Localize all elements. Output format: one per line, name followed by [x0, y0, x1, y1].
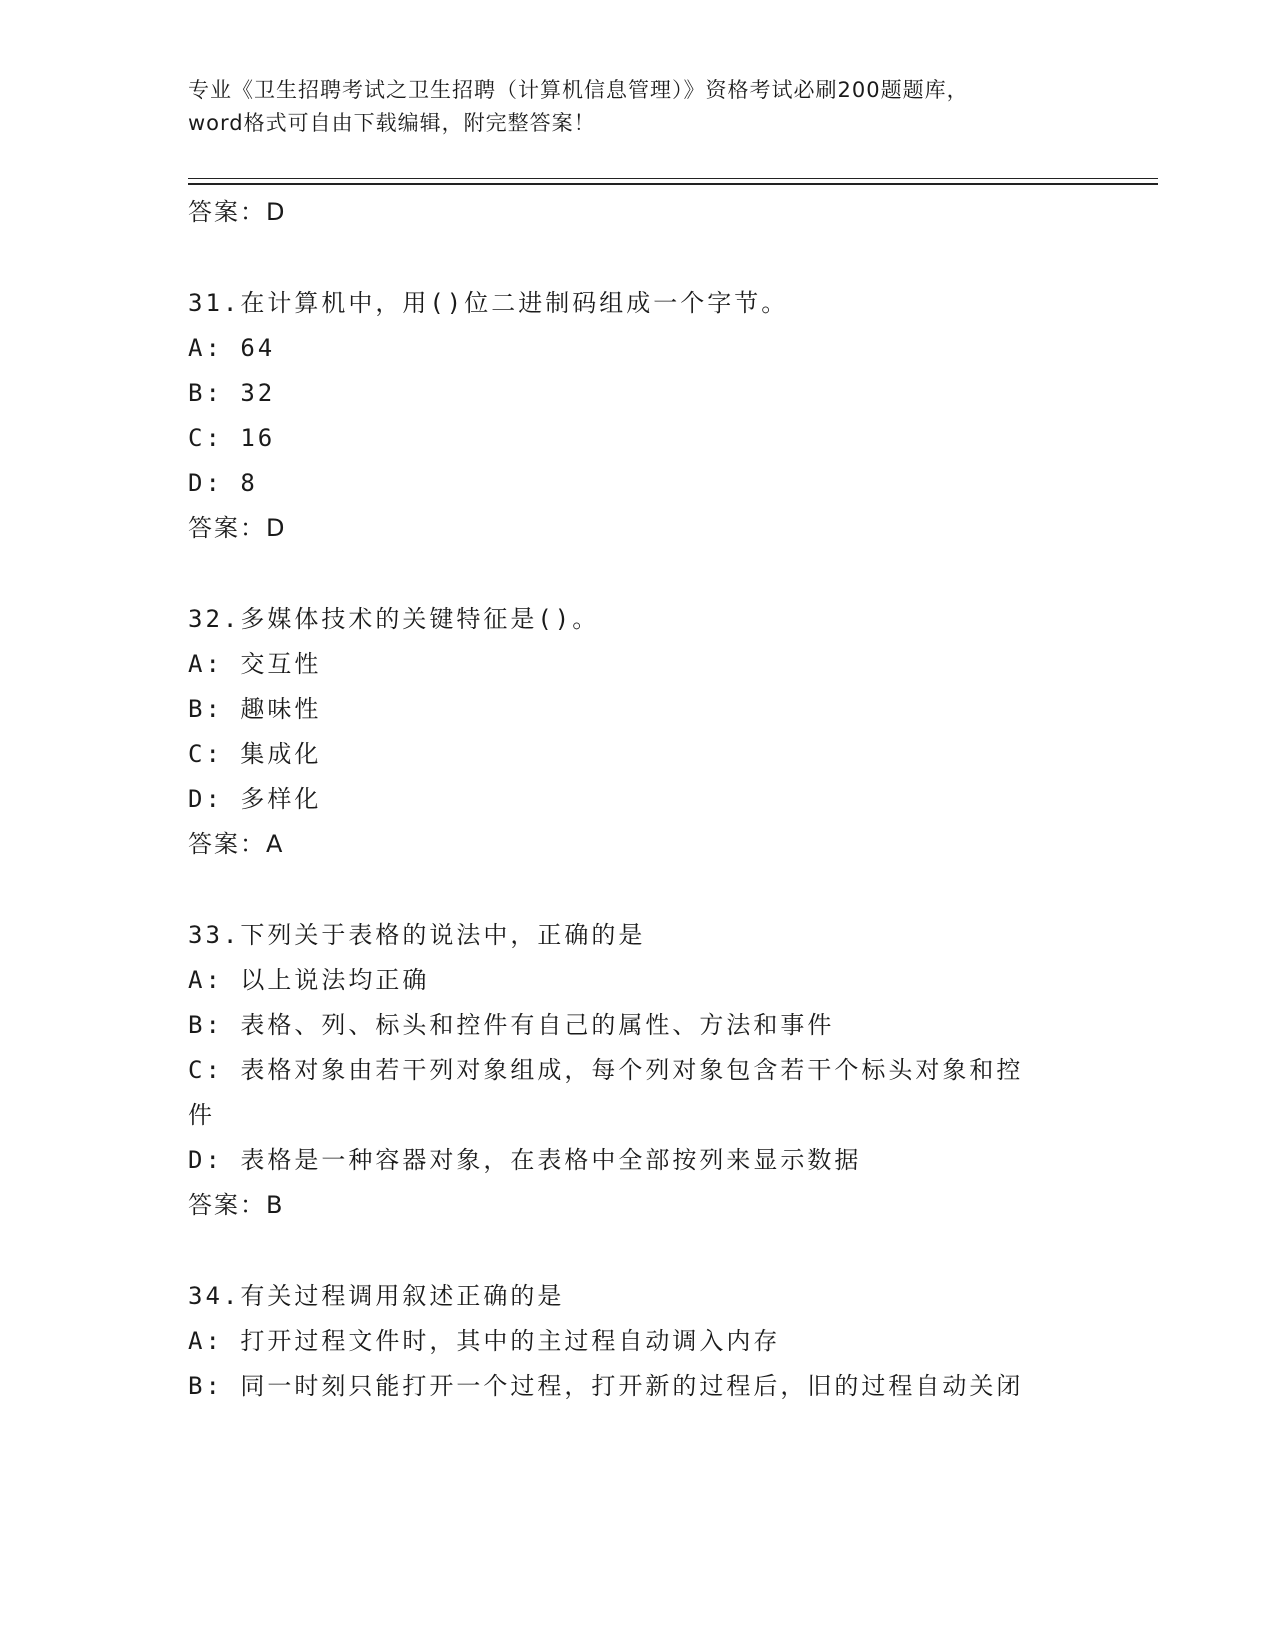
answer-30: 答案：D [188, 198, 287, 226]
header-divider-thick [188, 183, 1158, 185]
question-33-stem: 33.下列关于表格的说法中，正确的是 [188, 921, 646, 949]
question-32-option-c: C: 集成化 [188, 740, 322, 768]
question-34-option-a: A: 打开过程文件时，其中的主过程自动调入内存 [188, 1327, 781, 1355]
spacer [188, 1228, 1088, 1274]
question-list [188, 190, 1088, 1409]
question-34-stem: 34.有关过程调用叙述正确的是 [188, 1282, 565, 1310]
question-33-option-a: A: 以上说法均正确 [188, 966, 430, 994]
spacer [188, 551, 1088, 597]
question-33 [188, 913, 1088, 1228]
spacer [188, 235, 1088, 281]
question-32-option-d: D: 多样化 [188, 785, 322, 813]
header-line-2: word格式可自由下载编辑，附完整答案！ [188, 111, 596, 135]
question-33-option-c-line-1: C: 表格对象由若干列对象组成，每个列对象包含若干个标头对象和控 [188, 1056, 1024, 1084]
question-32-option-b: B: 趣味性 [188, 695, 322, 723]
spacer [188, 867, 1088, 913]
question-31-option-b: B: 32 [188, 379, 276, 407]
header-divider-thin [188, 178, 1158, 179]
question-32-stem: 32.多媒体技术的关键特征是()。 [188, 605, 600, 633]
header-line-1: 专业《卫生招聘考试之卫生招聘（计算机信息管理）》资格考试必刷200题题库， [188, 78, 969, 102]
question-31-answer: 答案：D [188, 514, 287, 542]
question-34-option-b: B: 同一时刻只能打开一个过程，打开新的过程后，旧的过程自动关闭 [188, 1372, 1024, 1400]
question-32-answer: 答案：A [188, 830, 285, 858]
question-33-option-b: B: 表格、列、标头和控件有自己的属性、方法和事件 [188, 1011, 835, 1039]
question-33-answer: 答案：B [188, 1191, 285, 1219]
document-header [188, 74, 1088, 140]
question-32-option-a: A: 交互性 [188, 650, 322, 678]
question-34 [188, 1274, 1088, 1409]
question-31-option-d: D: 8 [188, 469, 258, 497]
question-32 [188, 597, 1088, 867]
question-31 [188, 281, 1088, 551]
question-33-option-c-line-2: 件 [188, 1101, 215, 1129]
question-31-option-c: C: 16 [188, 424, 276, 452]
question-31-option-a: A: 64 [188, 334, 276, 362]
question-33-option-d: D: 表格是一种容器对象，在表格中全部按列来显示数据 [188, 1146, 862, 1174]
question-31-stem: 31.在计算机中，用()位二进制码组成一个字节。 [188, 289, 789, 317]
